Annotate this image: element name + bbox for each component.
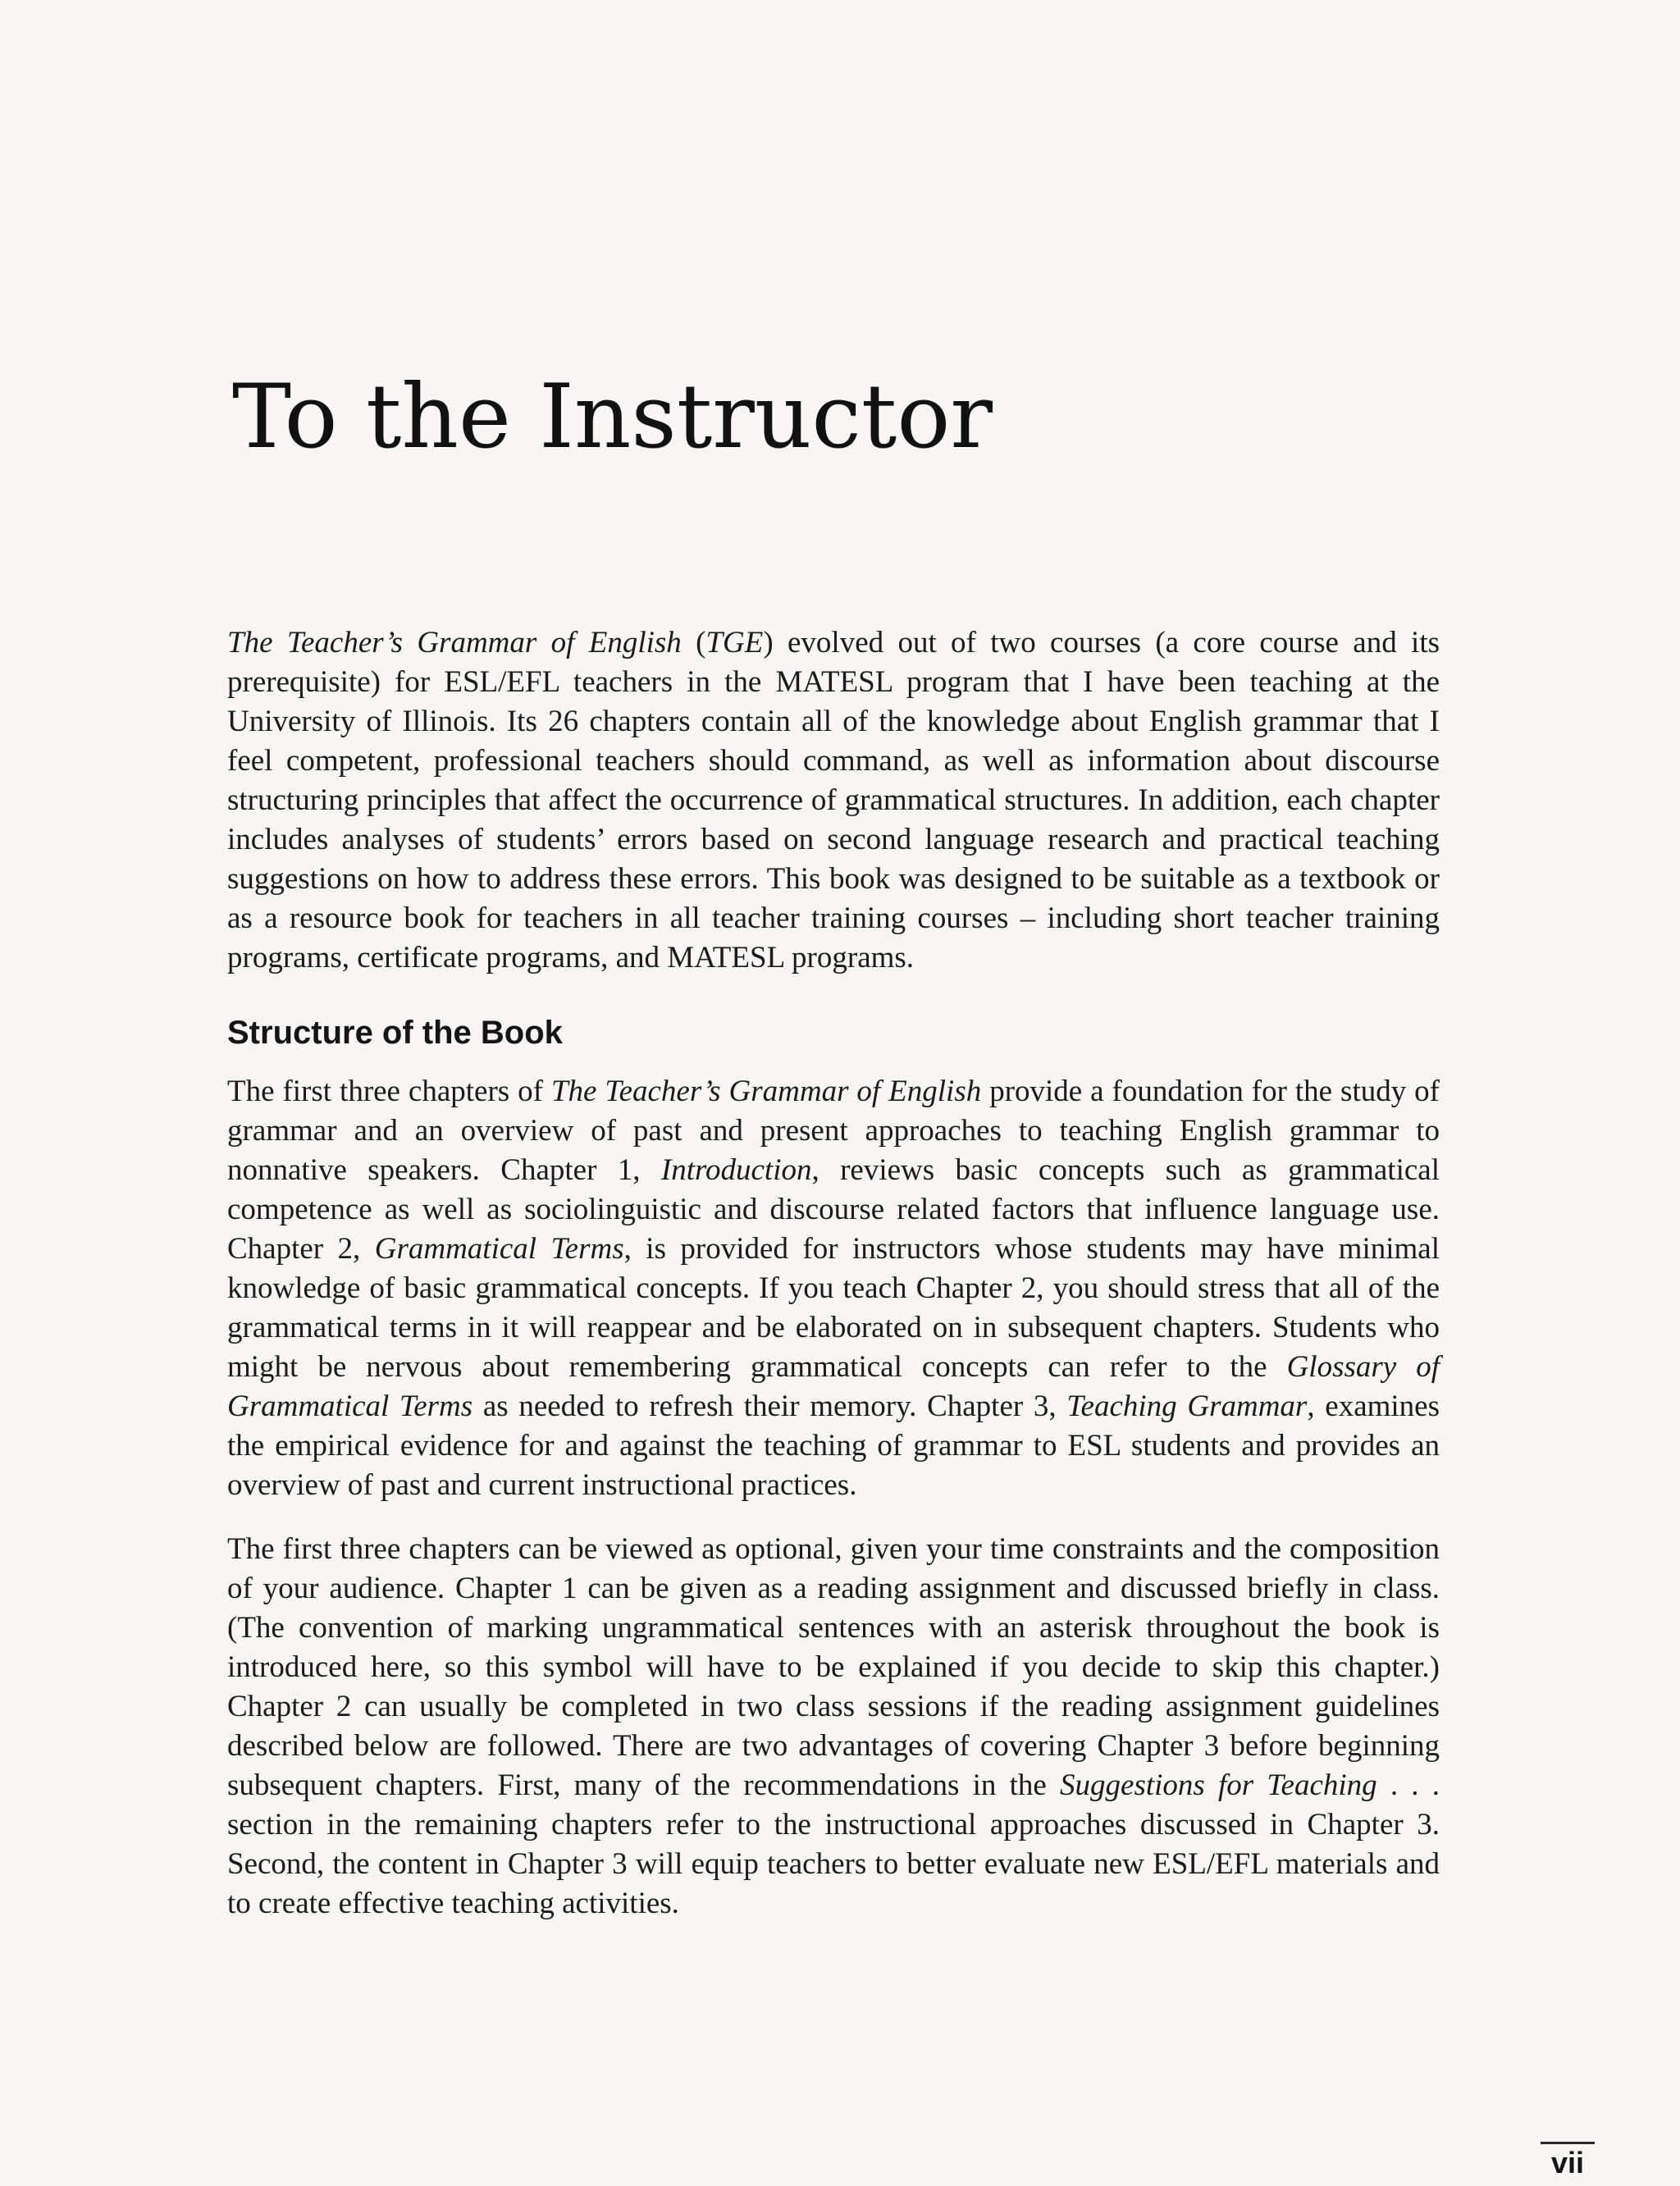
chapter-title-italic: Grammatical Terms [374, 1232, 624, 1266]
text-run: ( [681, 626, 706, 659]
text-run: The first three chapters can be viewed as optional, given your time constraints and the composition of your audience. Chapter 1 can be given as a reading assignment and discussed briefly in class. (The convention of marking ungrammatical sentences with an asterisk throughout the book is introduced here, so this symbol will have to be explained if you decide to skip this chapter.) Chapter 2 can usually be completed in two class sessions if the reading assignment guidelines described below are followed. There are two advantages of covering Chapter 3 before beginning subsequent chapters. First, many of the recommendations in the [227, 1532, 1440, 1802]
text-run: . . . section in the remaining chapters refer to the instructional approaches discussed in Chapter 3. Second, the content in Chapter 3 will equip teachers to better evaluate new ESL/EFL materials and to create effective teaching activities. [227, 1768, 1440, 1920]
abbreviation-italic: TGE [705, 626, 764, 659]
page-body [227, 623, 1440, 1924]
page-number: vii [1550, 2146, 1585, 2179]
book-title-italic: The Teacher’s Grammar of English [550, 1075, 982, 1108]
text-run: ) evolved out of two courses (a core course and its prerequisite) for ESL/EFL teachers in the MATESL program that I have been teaching at the University of Illinois. Its 26 chapters contain all of the knowledge about English grammar that I feel competent, professional teachers should command, as well as information about discourse structuring principles that affect the occurrence of grammatical structures. In addition, each chapter includes analyses of students’ errors based on second language research and practical teaching suggestions on how to address these errors. This book was designed to be suitable as a textbook or as a resource book for teachers in all teacher training courses – including short teacher training programs, certificate programs, and MATESL programs. [227, 626, 1440, 974]
text-run: provide a foundation for the study of grammar and an overview of past and present approaches to teaching English grammar to nonnative speakers. Chapter 1, [227, 1075, 1440, 1187]
text-run: , is provided for instructors whose students may have minimal knowledge of basic grammatical concepts. If you teach Chapter 2, you should stress that all of the grammatical terms in it will reappear and be elaborated on in subsequent chapters. Students who might be nervous about remembering grammatical concepts can refer to the [227, 1232, 1440, 1384]
intro-paragraph [227, 623, 1440, 978]
text-run: , reviews basic concepts such as grammatical competence as well as sociolinguistic and discourse related factors that influence language use. Chapter 2, [227, 1153, 1440, 1266]
page-number-rule [1541, 2142, 1595, 2144]
text-run: The first three chapters of [227, 1075, 551, 1108]
glossary-title-italic: Glossary of Grammatical Terms [227, 1350, 1440, 1423]
text-run: , examines the empirical evidence for and against the teaching of grammar to ESL students and provides an overview of past and current instructional practices. [227, 1390, 1440, 1502]
page-title: To the Instructor [232, 366, 993, 468]
book-title-italic: The Teacher’s Grammar of English [227, 626, 682, 659]
structure-paragraph-1 [227, 1072, 1440, 1505]
chapter-title-italic: Teaching Grammar [1066, 1390, 1308, 1423]
text-run: as needed to refresh their memory. Chapter 3, [472, 1390, 1067, 1423]
chapter-title-italic: Introduction [660, 1153, 812, 1187]
structure-paragraph-2 [227, 1530, 1440, 1924]
section-title-italic: Suggestions for Teaching [1060, 1768, 1377, 1802]
section-heading: Structure of the Book [227, 1015, 563, 1051]
